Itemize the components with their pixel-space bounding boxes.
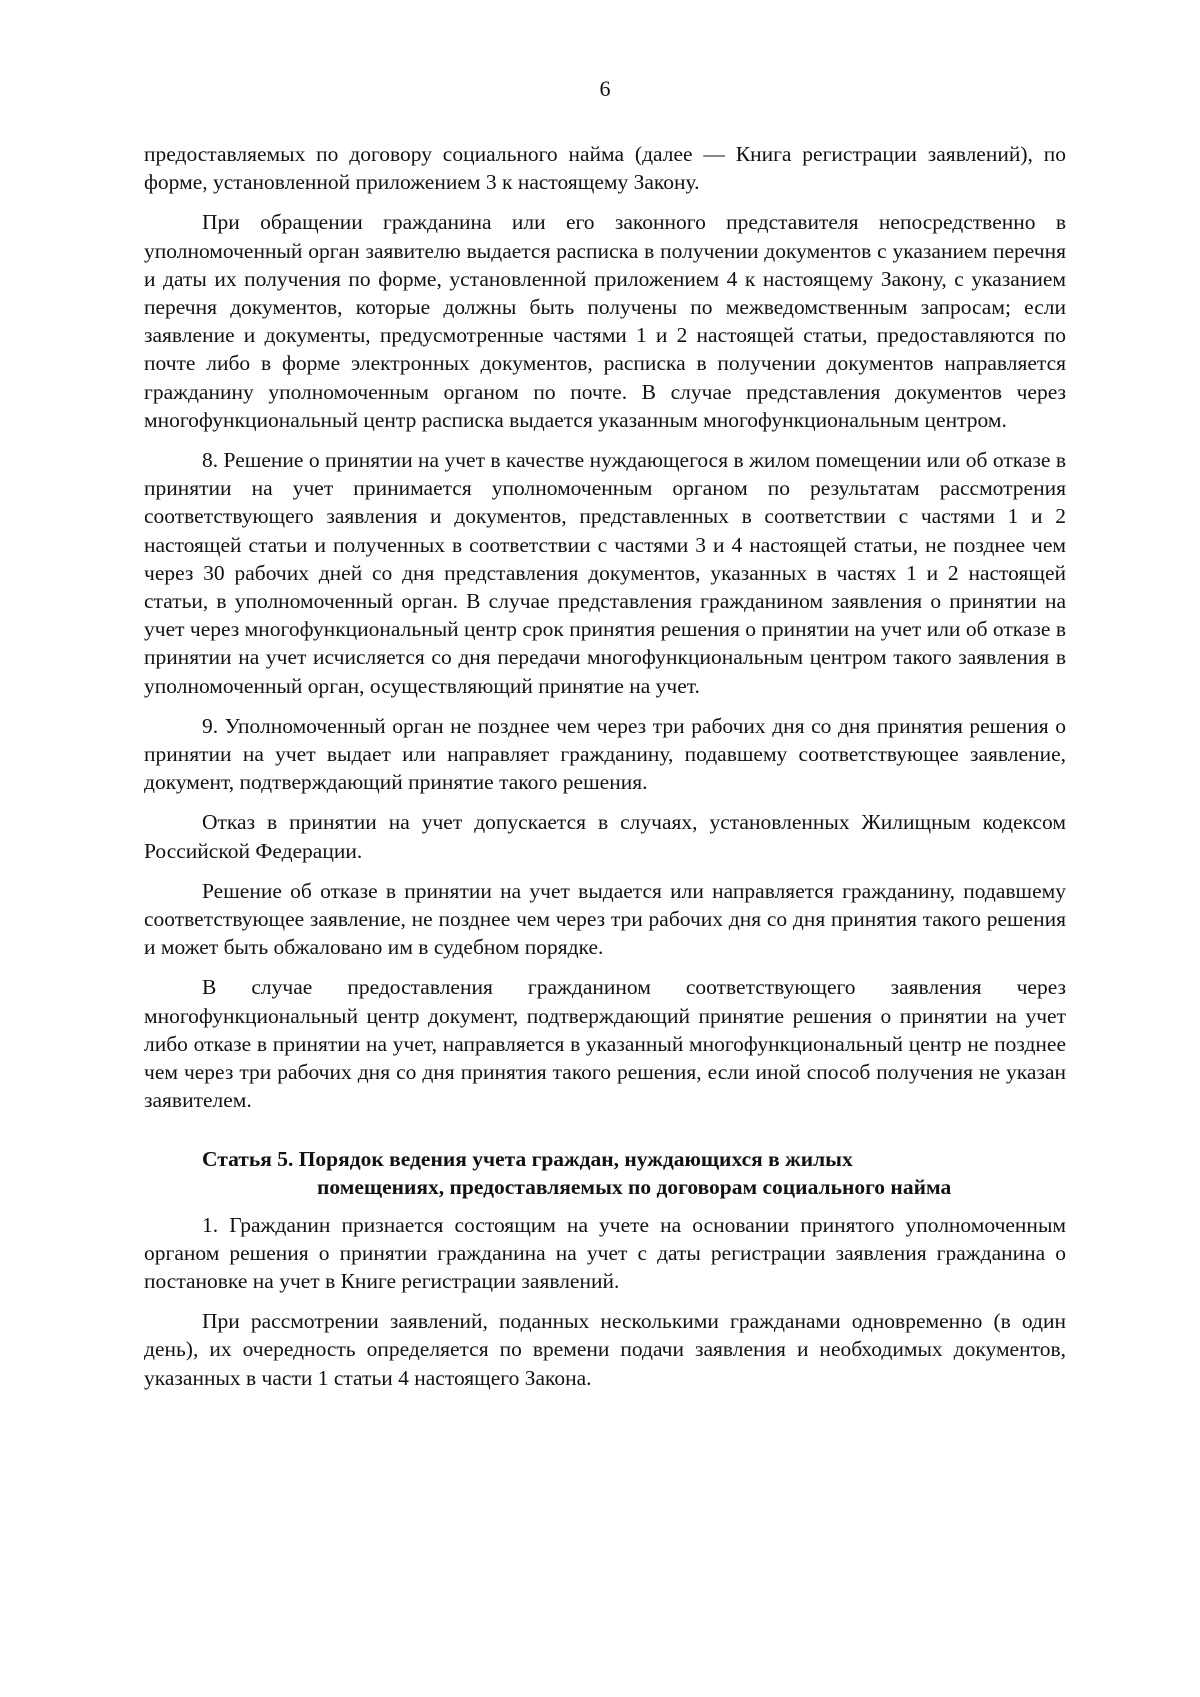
paragraph-continuation: предоставляемых по договору социального найма (далее — Книга регистрации заявлений), по форме, установленной приложением 3 к настоящему Закону. [144, 142, 1066, 195]
paragraph-item-8: 8. Решение о принятии на учет в качестве нуждающегося в жилом помещении или об отказе в принятии на учет принимается уполномоченным органом по результатам рассмотрения соответствующего заявления и документов, представленных в соответствии с частями 1 и 2 настоящей статьи и полученных в соответствии с частями 3 и 4 настоящей статьи, не позднее чем через 30 рабочих дней со дня представления документов, указанных в частях 1 и 2 настоящей статьи, в уполномоченный орган. В случае представления гражданином заявления о принятии на учет через многофункциональный центр срок принятия решения о принятии на учет или об отказе в принятии на учет исчисляется со дня передачи многофункциональным центром такого заявления в уполномоченный орган, осуществляющий принятие на учет. [144, 448, 1066, 698]
article-5-heading-line-2: помещениях, предоставляемых по договорам социального найма [317, 1174, 952, 1199]
paragraph-simultaneous-applications: При рассмотрении заявлений, поданных несколькими гражданами одновременно (в один день), их очередность определяется по времени подачи заявления и необходимых документов, указанных в части 1 статьи 4 настоящего Закона. [144, 1309, 1066, 1390]
paragraph-article-5-item-1: 1. Гражданин признается состоящим на учете на основании принятого уполномоченным органом решения о принятии гражданина на учет с даты регистрации заявления гражданина о постановке на учет в Книге регистрации заявлений. [144, 1212, 1066, 1293]
paragraph-refusal-cases: Отказ в принятии на учет допускается в случаях, установленных Жилищным кодексом Российской Федерации. [144, 810, 1066, 863]
paragraph-mfc-document: В случае предоставления гражданином соответствующего заявления через многофункциональный центр документ, подтверждающий принятие решения о принятии на учет либо отказе в принятии на учет, направляется в указанный многофункциональный центр не позднее чем через три рабочих дня со дня принятия такого решения, если иной способ получения не указан заявителем. [144, 975, 1066, 1113]
article-5-heading [144, 1145, 1066, 1201]
paragraph-refusal-decision: Решение об отказе в принятии на учет выдается или направляется гражданину, подавшему соответствующее заявление, не позднее чем через три рабочих дня со дня принятия такого решения и может быть обжаловано им в судебном порядке. [144, 878, 1066, 960]
paragraph-item-9: 9. Уполномоченный орган не позднее чем через три рабочих дня со дня принятия решения о принятии на учет выдает или направляет гражданину, подавшему соответствующее заявление, документ, подтверждающий принятие такого решения. [144, 713, 1066, 795]
article-5-heading-line-1: Статья 5. Порядок ведения учета граждан, нуждающихся в жилых [202, 1146, 853, 1171]
paragraph-receipt: При обращении гражданина или его законного представителя непосредственно в уполномоченный орган заявителю выдается расписка в получении документов с указанием перечня и даты их получения по форме, установленной приложением 4 к настоящему Закону, с указанием перечня документов, которые должны быть получены по межведомственным запросам; если заявление и документы, предусмотренные частями 1 и 2 настоящей статьи, предоставляются по почте либо в форме электронных документов, расписка в получении документов направляется гражданину уполномоченным органом по почте. В случае представления документов через многофункциональный центр расписка выдается указанным многофункциональным центром. [144, 210, 1066, 432]
page-number: 6 [599, 76, 611, 101]
